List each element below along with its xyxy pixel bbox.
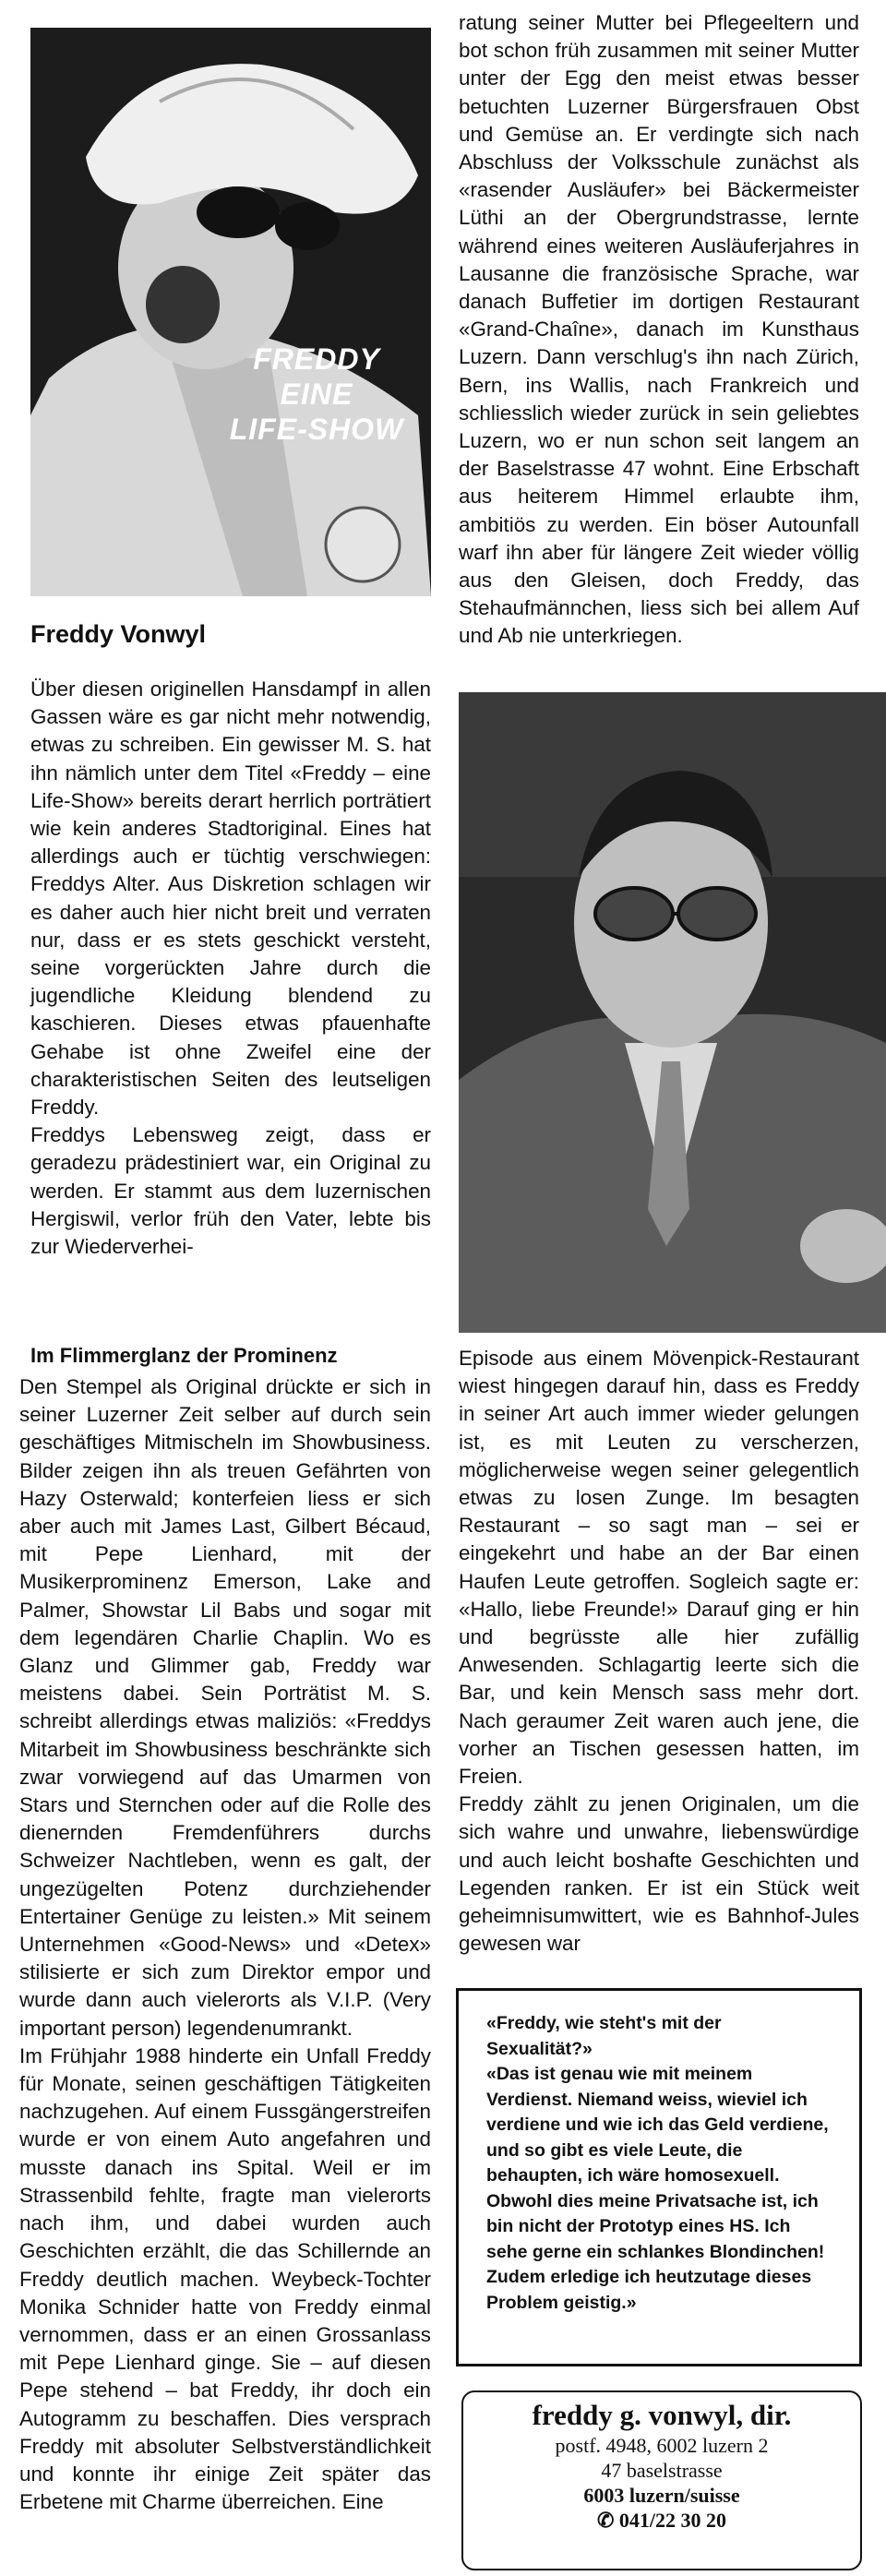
right-column-2 (459, 1345, 859, 1958)
paragraph: Freddys Lebensweg zeigt, dass er geradezu prädestiniert war, ein Original zu werden. Er stammt aus dem luzernischen Hergiswil, verlor früh den Vater, lebte bis zur Wiederverhei- (30, 1123, 431, 1259)
paragraph: Freddy zählt zu jenen Originalen, um die sich wahre und unwahre, liebenswürdige und auch leicht boshafte Geschichten und Legenden ranken. Er ist ein Stück weit geheimnisumwittert, wie es Bahnhof-Jules gewesen war (459, 1792, 859, 1956)
portrait-photo (459, 692, 886, 1333)
poster-photo (30, 28, 431, 596)
quote-question: «Freddy, wie steht's mit der Sexualität?» (486, 2013, 722, 2059)
paragraph: Den Stempel als Original drückte er sich in seiner Luzerner Zeit selber auf durch sein geschäftiges Mitmischeln im Showbusiness. Bilder zeigen ihn als treuen Gefährten von Hazy Osterwald; konterfeien liess er sich aber auch mit James Last, Gilbert Bécaud, mit Pepe Lienhard, mit der Musikerprominenz Emerson, Lake and Palmer, Showstar Lil Babs und sogar mit dem legendären Charlie Chaplin. Wo es Glanz und Glimmer gab, Freddy war meistens dabei. Sein Porträtist M. S. schreibt allerdings etwas maliziös: «Freddys Mitarbeit im Showbusiness beschränkte sich zwar vorwiegend auf das Umarmen von Stars und Sternchen oder auf die Rolle des dienernden Fremdenführers durchs Schweizer Nachtleben, wenn es galt, der ungezügelten Potenz durchziehender Entertainer Genüge zu leisten.» Mit seinem Unternehmen «Good-News» und «Detex» stilisierte er sich zum Direktor empor und wurde dann auch vielerorts als V.I.P. (Very important person) legendenumrankt. (19, 1375, 431, 2040)
right-column-1 (459, 9, 859, 651)
portrait-man-image (459, 692, 886, 1333)
paragraph: Episode aus einem Mövenpick-Restaurant wiest hingegen darauf hin, dass es Freddy in seiner Art auch immer wieder gelungen ist, es mit Leuten zu verscherzen, möglicherweise wegen seiner gelegentlich etwas zu losen Zunge. Im besagten Restaurant – so sagt man – sei er eingekehrt und habe an der Bar einen Haufen Leute getroffen. Sogleich sagte er: «Hallo, liebe Freunde!» Darauf ging er hin und begrüsste alle hier zufällig Anwesenden. Schlagartig leerte sich die Bar, und kein Mensch sass mehr dort. Nach geraumer Zeit waren auch jene, die vorher an Tischen gesessen hatten, im Freien. (459, 1347, 859, 1789)
business-card (461, 2390, 862, 2570)
poster-title-line-1: FREDDY (253, 342, 380, 376)
left-column-1 (30, 676, 431, 1261)
card-city: 6003 luzern/suisse (583, 2484, 740, 2507)
article-title: Freddy Vonwyl (30, 620, 207, 648)
paragraph: ratung seiner Mutter bei Pflegeeltern und bot schon früh zusammen mit seiner Mutter unter der Egg den meist etwas besser betuchten Luzerner Bürgersfrauen Obst und Gemüse an. Er verdingte sich nach Abschluss der Volksschule zunächst als «rasender Ausläufer» bei Bäckermeister Lüthi an der Obergrundstrasse, lernte während eines weiteren Ausläuferjahres in Lausanne die französische Sprache, war danach Buffetier im dortigen Restaurant «Grand-Chaîne», danach im Kunsthaus Luzern. Dann verschlug's ihn nach Zürich, Bern, ins Wallis, nach Frankreich und schliesslich wieder zurück in sein geliebtes Luzern, wo er nun schon seit langem an der Baselstrasse 47 wohnt. Eine Erbschaft aus heiterem Himmel erlaubte ihm, ambitiös zu werden. Ein böser Autounfall warf ihn aber für längere Zeit wieder völlig aus den Gleisen, doch Freddy, das Stehaufmännchen, liess sich bei allem Auf und Ab nie unterkriegen. (459, 11, 859, 648)
poster-title-line-3: LIFE-SHOW (229, 413, 404, 446)
poster-title-line-2: EINE (280, 377, 353, 411)
paragraph: Über diesen originellen Hansdampf in allen Gassen wäre es gar nicht mehr notwendig, etwas zu schreiben. Ein gewisser M. S. hat ihn nämlich unter dem Titel «Freddy – eine Life-Show» bereits derart herrlich porträtiert wie kein anderes Stadtoriginal. Eines hat allerdings auch er tüchtig verschwiegen: Freddys Alter. Aus Diskretion schlagen wir es daher auch hier nicht breit und verraten nur, dass er es stets geschickt versteht, seine vorgerückten Jahre durch die jugendliche Kleidung blendend zu kaschieren. Dieses etwas pfauenhafte Gehabe ist ohne Zweifel eine der charakteristischen Seiten des leutseligen Freddy. (30, 677, 431, 1120)
card-name: freddy g. vonwyl, dir. (532, 2399, 792, 2431)
quote-answer: «Das ist genau wie mit meinem Verdienst. Niemand weiss, wieviel ich verdiene und wie ich das Geld verdiene, und so gibt es viele Leute, die behaupten, ich wäre homosexuell. Obwohl dies meine Privatsache ist, ich bin nicht der Prototyp eines HS. Ich sehe gerne ein schlankes Blondinchen! Zudem erledige ich heutzutage dieses Problem geistig.» (486, 2064, 829, 2313)
section-heading: Im Flimmerglanz der Prominenz (30, 1344, 338, 1367)
card-postfach: postf. 4948, 6002 luzern 2 (555, 2434, 769, 2457)
card-street: 47 baselstrasse (601, 2459, 723, 2482)
quote-box (456, 1988, 862, 2366)
person-with-hat-image (30, 28, 431, 596)
left-column-2 (19, 1373, 431, 2516)
poster-title (215, 341, 418, 447)
paragraph: Im Frühjahr 1988 hinderte ein Unfall Freddy für Monate, seinen geschäftigen Tätigkeiten nachzugehen. Auf einem Fussgängerstreifen wurde er von einem Auto angefahren und musste danach ins Spital. Weil er im Strassenbild fehlte, fragte man vielerorts nach ihm, und dabei wurden auch Geschichten erzählt, die das Schillernde an Freddy deutlich machen. Weybeck-Tochter Monika Schnider hatte von Freddy einmal vernommen, dass er an einen Grossanlass mit Pepe Lienhard ginge. Sie – auf diesen Pepe stehend – bat Freddy, ihr doch ein Autogramm zu beschaffen. Dies versprach Freddy mit absoluter Selbstverständlichkeit und konnte ihr einige Zeit später das Erbetene mit Charme überreichen. Eine (19, 2043, 431, 2514)
card-phone: ✆ 041/22 30 20 (596, 2509, 727, 2532)
